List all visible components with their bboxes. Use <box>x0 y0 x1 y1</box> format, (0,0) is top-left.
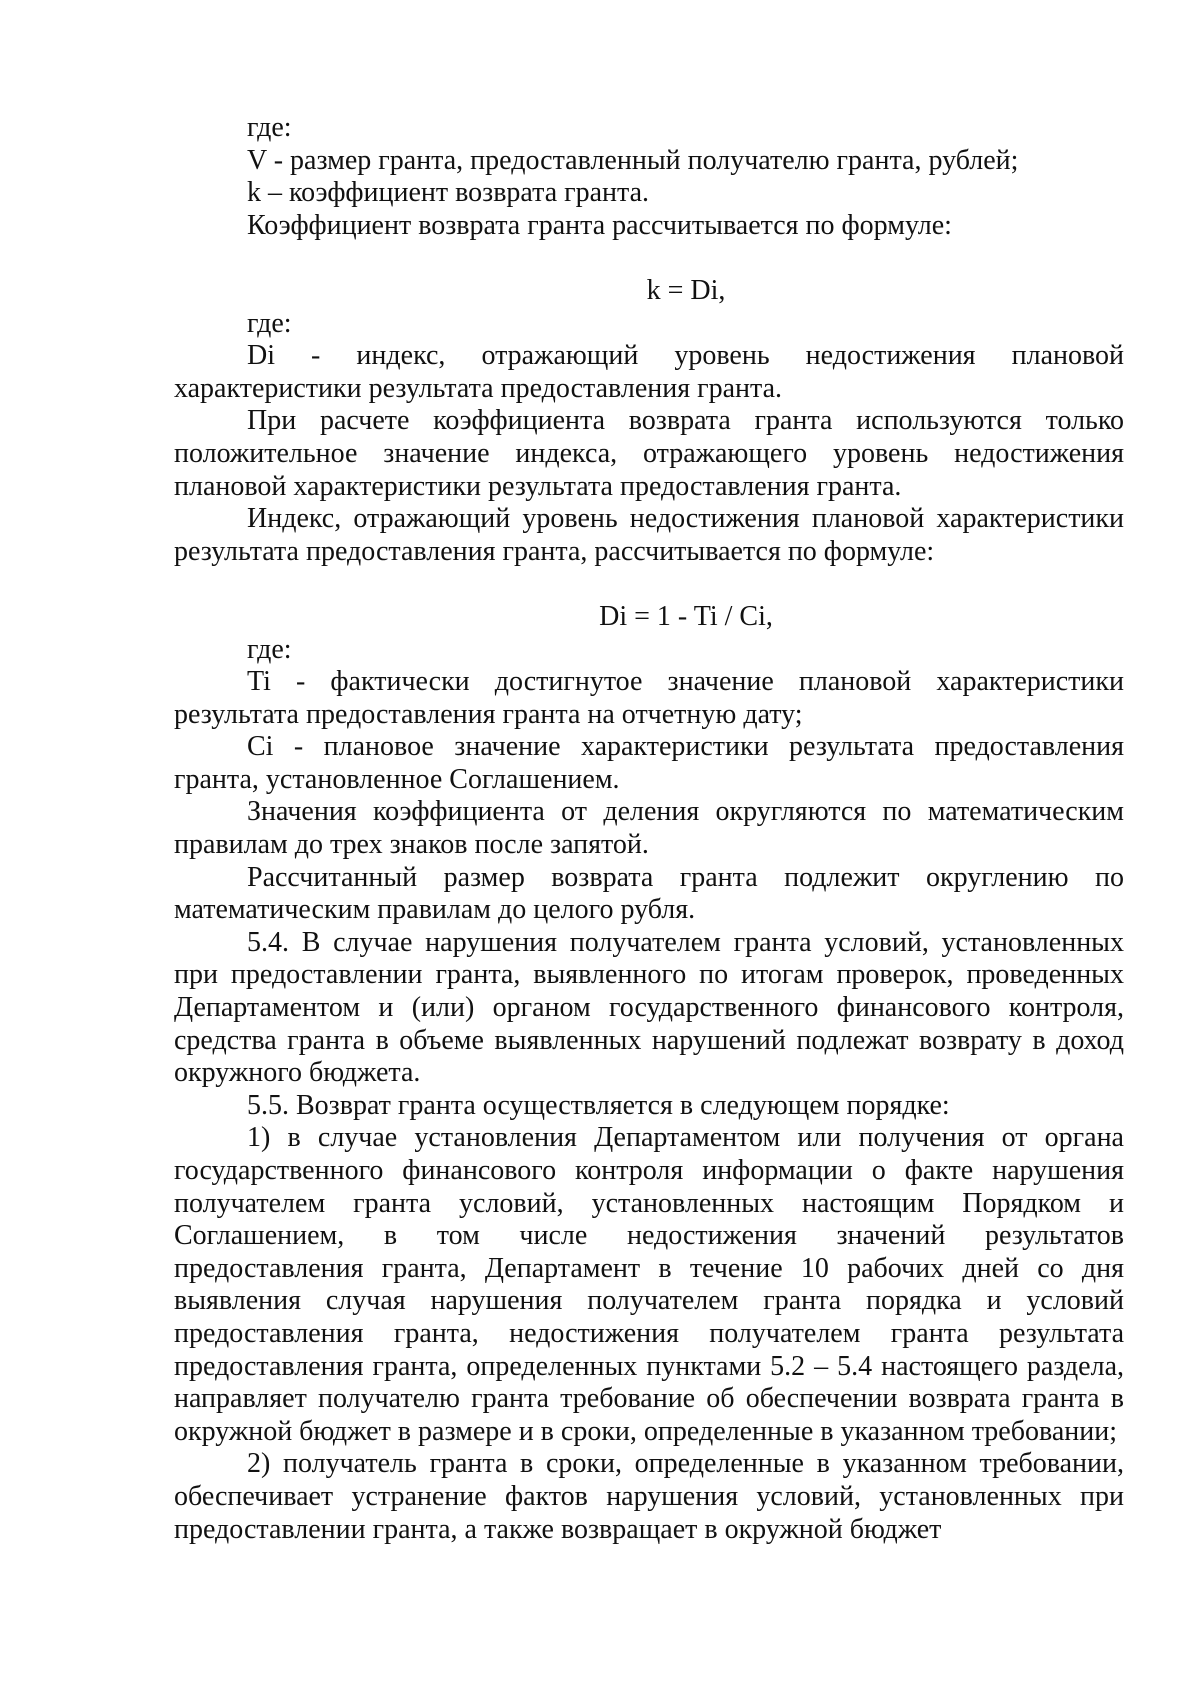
paragraph-item-1: 1) в случае установления Департаментом или получения от органа государственного финансового контроля информации о факте нарушения получателем гранта условий, установленных настоящим Порядком и Соглашением, в том числе недостижения значений результатов предоставления гранта, Департамент в течение 10 рабочих дней со дня выявления случая нарушения получателем гранта порядка и условий предоставления гранта, недостижения получателем гранта результата предоставления гранта, определенных пунктами 5.2 – 5.4 настоящего раздела, направляет получателю гранта требование об обеспечении возврата гранта в окружной бюджет в размере и в сроки, определенные в указанном требовании; <box>174 1122 1124 1447</box>
paragraph-index-formula-intro: Индекс, отражающий уровень недостижения плановой характеристики результата предоставления гранта, рассчитывается по формуле: <box>174 503 1124 567</box>
paragraph-rounding-amount: Рассчитанный размер возврата гранта подлежит округлению по математическим правилам до целого рубля. <box>174 861 1124 926</box>
formula-k: k = Di, <box>646 274 726 306</box>
paragraph-where-1: где: <box>247 112 292 143</box>
formula-di: Di = 1 - Ti / Ci, <box>599 600 773 632</box>
paragraph-di-definition: Di - индекс, отражающий уровень недостижения плановой характеристики результата предоставления гранта. <box>174 340 1124 404</box>
paragraph-ci-definition: Ci - плановое значение характеристики результата предоставления гранта, установленное Соглашением. <box>174 731 1124 795</box>
document-body <box>174 112 1124 1546</box>
paragraph-where-2: где: <box>247 307 292 339</box>
paragraph-clause-5-4: 5.4. В случае нарушения получателем гранта условий, установленных при предоставлении гранта, выявленного по итогам проверок, проведенных Департаментом и (или) органом государственного финансового контроля, средства гранта в объеме выявленных нарушений подлежат возврату в доход окружного бюджета. <box>174 926 1124 1089</box>
paragraph-ti-definition: Ti - фактически достигнутое значение плановой характеристики результата предоставления гранта на отчетную дату; <box>174 666 1124 730</box>
paragraph-item-2: 2) получатель гранта в сроки, определенные в указанном требовании, обеспечивает устранение фактов нарушения условий, установленных при предоставлении гранта, а также возвращает в окружной бюджет <box>174 1448 1124 1545</box>
paragraph-rounding-coefficient: Значения коэффициента от деления округляются по математическим правилам до трех знаков после запятой. <box>174 796 1124 861</box>
paragraph-positive-index: При расчете коэффициента возврата гранта используются только положительное значение индекса, отражающего уровень недостижения плановой характеристики результата предоставления гранта. <box>174 405 1124 502</box>
paragraph-v-definition: V - размер гранта, предоставленный получателю гранта, рублей; <box>247 144 1019 176</box>
paragraph-where-3: где: <box>247 633 292 665</box>
paragraph-clause-5-5: 5.5. Возврат гранта осуществляется в следующем порядке: <box>247 1089 950 1121</box>
paragraph-k-definition: k – коэффициент возврата гранта. <box>247 177 650 209</box>
paragraph-k-formula-intro: Коэффициент возврата гранта рассчитывается по формуле: <box>247 209 952 241</box>
